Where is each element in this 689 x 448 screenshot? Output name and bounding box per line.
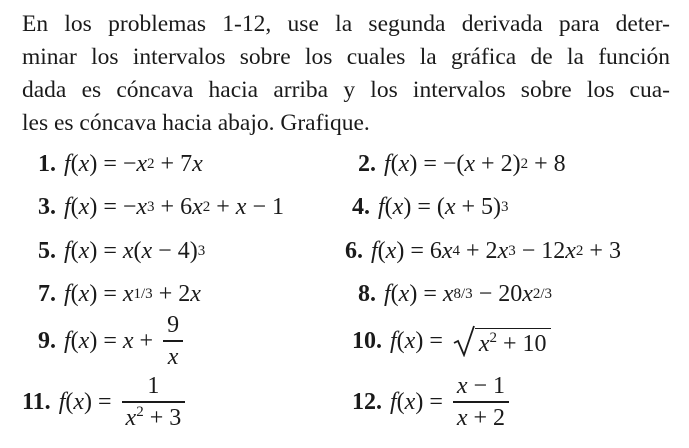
problem-12	[352, 372, 513, 432]
problem-expression: f ( x ) = x 8/3 − 20 x 2/3	[384, 281, 553, 307]
problem-expression: f ( x ) = 6 x 4 + 2 x 3 − 12 x 2 + 3	[371, 238, 621, 264]
problem-9	[38, 312, 187, 370]
problem-expression: f ( x ) = − x 3 + 6 x 2 + x − 1	[64, 194, 284, 220]
problem-number: 11.	[22, 389, 51, 415]
problem-1	[38, 150, 203, 178]
instructions-line: En los problemas 1-12, use la segunda derivada para deter-	[22, 11, 670, 37]
problem-number: 6.	[345, 238, 363, 264]
problem-expression: f ( x ) = x 1/3 + 2 x	[64, 281, 201, 307]
problem-11	[22, 372, 189, 432]
problem-number: 10.	[352, 328, 382, 354]
problem-expression: f ( x ) = $\frac{x - 1}{x + 2}$	[390, 373, 513, 431]
problem-2	[358, 150, 566, 178]
problem-expression: f ( x ) = x + $\frac{9}{x}$	[64, 312, 187, 370]
problem-number: 2.	[358, 151, 376, 177]
fraction: $\frac{x - 1}{x + 2}$	[453, 373, 509, 431]
problem-expression: f ( x ) = −( x + 2) 2 + 8	[384, 151, 566, 177]
problem-number: 9.	[38, 328, 56, 354]
problem-7	[38, 280, 201, 308]
fraction: $\frac{1}{x^2 + 3}$	[122, 373, 186, 431]
fraction: $\frac{9}{x}$	[163, 312, 183, 370]
problem-number: 4.	[352, 194, 370, 220]
problem-6	[345, 237, 621, 265]
problem-number: 5.	[38, 238, 56, 264]
problem-number: 12.	[352, 389, 382, 415]
problem-number: 7.	[38, 281, 56, 307]
problem-expression: f ( x ) = ( x + 5) 3	[378, 194, 509, 220]
square-root-sign: $x^2 + 10$	[453, 325, 551, 357]
instructions-line: les es cóncava hacia abajo. Grafique.	[22, 110, 370, 136]
problem-number: 3.	[38, 194, 56, 220]
problem-expression: f ( x ) = $\frac{1}{x^2 + 3}$	[59, 373, 190, 431]
problem-number: 8.	[358, 281, 376, 307]
problem-3	[38, 193, 284, 221]
problem-number: 1.	[38, 151, 56, 177]
problem-expression: f ( x ) = $x^2 + 10$	[390, 325, 551, 357]
problem-10	[352, 312, 551, 370]
instructions-line: minar los intervalos sobre los cuales la gráfica de la función	[22, 44, 670, 70]
problem-4	[352, 193, 509, 221]
problem-expression: f ( x ) = x ( x − 4) 3	[64, 238, 206, 264]
problem-5	[38, 237, 205, 265]
problem-8	[358, 280, 552, 308]
instructions-paragraph	[22, 8, 670, 140]
problem-expression: f ( x ) = − x 2 + 7 x	[64, 151, 203, 177]
instructions-line: dada es cóncava hacia arriba y los intervalos sobre los cua-	[22, 77, 670, 103]
